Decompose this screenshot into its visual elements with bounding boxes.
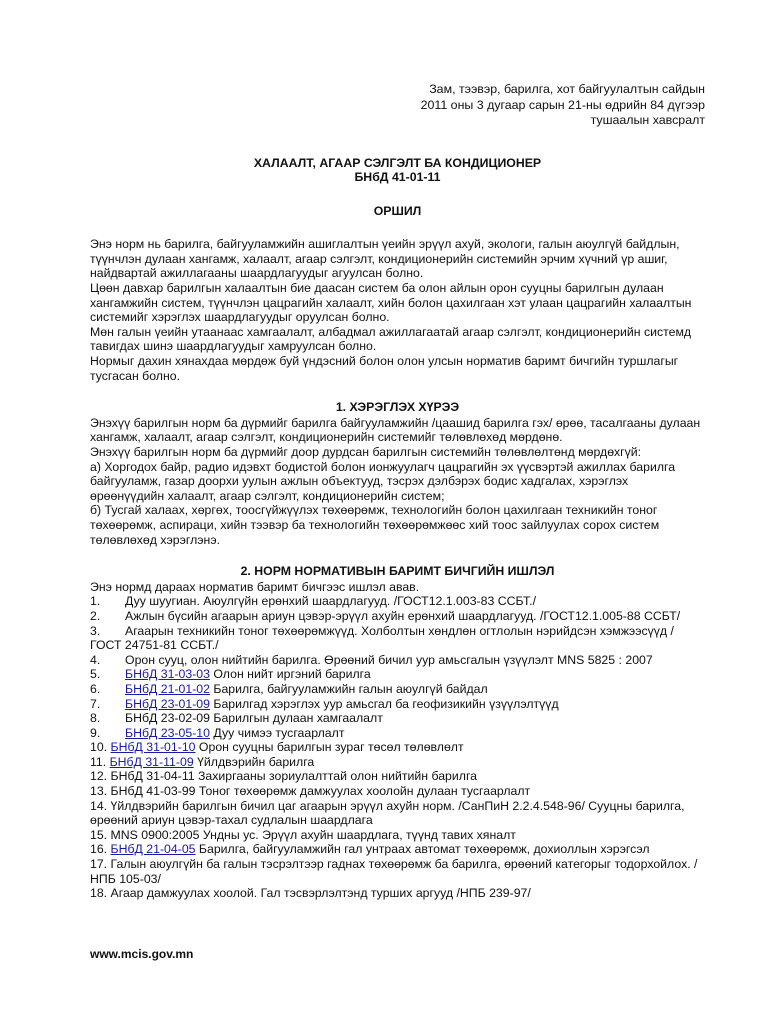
reference-number: 10. — [90, 740, 108, 755]
reference-text: Дуу чимээ тусгаарлалт — [209, 725, 345, 740]
reference-link[interactable]: БНбД 31-01-10 — [110, 740, 196, 755]
section1-body — [90, 416, 705, 547]
section1-paragraph: Энэхүү барилгын норм ба дүрмийг барилга байгууламжийн /цаашид барилга гэх/ өрөө, тасалгааны дулаан хангамж, халаалт, агаар сэлгэлт, кондиционерийн системийг төлөвлөхөд мөрдөнө. — [90, 415, 701, 445]
reference-text: Агаар дамжуулах хоолой. Гал тэсвэрлэлтэнд турших аргууд /НПБ 239-97/ — [110, 886, 531, 901]
reference-item — [90, 740, 705, 755]
reference-text: БНбД 31-04-11 Захиргааны зориулалттай олон нийтийн барилга — [110, 769, 477, 784]
reference-item — [90, 726, 705, 741]
reference-number: 17. — [90, 857, 108, 872]
reference-number: 11. — [90, 754, 107, 769]
intro-paragraph: Цөөн давхар барилгын халаалтын бие даасан систем ба олон айлын орон сууцны барилгын дулаан хангамжийн систем, түүнчлэн цацрагийн халаалт, хийн болон цахилгаан хэт улаан цацрагийн халаалтын системийг хэрэглэх шаардлагуудыг оруулсан болно. — [90, 281, 692, 325]
reference-number: 8. — [90, 711, 101, 726]
intro-heading: ОРШИЛ — [373, 203, 422, 218]
reference-item — [90, 711, 705, 726]
approval-block — [90, 82, 705, 129]
reference-text: Барилгад хэрэглэх уур амьсгал ба геофизикийн үзүүлэлтүүд — [209, 696, 559, 711]
reference-text: Олон нийт иргэний барилга — [209, 667, 371, 682]
approval-line: 2011 оны 3 дугаар сарын 21-ны өдрийн 84 дүгээр — [420, 97, 705, 112]
reference-number: 15. — [90, 827, 108, 842]
section1-paragraph: а) Хоргодох байр, радио идэвхт бодистой болон ионжуулагч цацрагийн эх үүсвэртэй ажиллах барилга байгууламж, газар доорхи уулын ажлын объектууд, тэсрэх дэлбэрэх бодис хадгалах, хэрэглэх өрөөнүүдийн халаалт, агаар сэлгэлт, кондиционерийн систем; — [90, 459, 676, 503]
reference-item — [90, 624, 705, 653]
section2-lead: Энэ нормд дараах норматив баримт бичгээс ишлэл авав. — [90, 579, 420, 594]
reference-text: Ажлын бүсийн агаарын ариун цэвэр-эрүүл ахуйн ерөнхий шаардлагууд. /ГОСТ12.1.005-88 ССБТ/ — [125, 608, 681, 623]
reference-link[interactable]: БНбД 21-01-02 — [125, 681, 210, 696]
reference-text: БНбД 41-03-99 Тоног төхөөрөмж дамжуулах хоолойн дулаан тусгаарлалт — [110, 784, 531, 799]
reference-number: 2. — [90, 608, 101, 623]
footer-website: www.mcis.gov.mn — [90, 947, 194, 961]
reference-text: Дуу шуугиан. Аюулгүйн ерөнхий шаардлагууд. /ГОСТ12.1.003-83 ССБТ./ — [125, 594, 537, 609]
reference-number: 13. — [90, 784, 108, 799]
reference-number: 5. — [90, 667, 101, 682]
reference-item — [90, 594, 705, 609]
reference-link[interactable]: БНбД 23-05-10 — [125, 725, 210, 740]
section1-paragraph: б) Тусгай халаах, хөргөх, тоосгүйжүүлэх төхөөрөмж, технологийн болон цахилгаан техникийн тоног төхөөрөмж, аспираци, хийн тээвэр ба технологийн төхөөрөмжөөс хий тоос зайлуулах сорох систем төлөвлөхөд хэрэглэнэ. — [90, 503, 660, 547]
reference-item — [90, 799, 705, 828]
document-code: БНбД 41-01-11 — [354, 170, 441, 185]
reference-list — [90, 594, 705, 900]
reference-link[interactable]: БНбД 23-01-09 — [125, 696, 210, 711]
reference-number: 9. — [90, 725, 101, 740]
reference-item — [90, 886, 705, 901]
reference-text: Орон сууц, олон нийтийн барилга. Өрөөний бичил уур амьсгалын үзүүлэлт MNS 5825 : 2007 — [125, 652, 653, 667]
reference-number: 12. — [90, 769, 108, 784]
reference-number: 4. — [90, 652, 101, 667]
reference-text: Барилга, байгууламжийн гал унтраах автомат төхөөрөмж, дохиоллын хэрэгсэл — [195, 842, 650, 857]
reference-text: Орон сууцны барилгын зураг төсөл төлөвлөлт — [195, 740, 464, 755]
section1-paragraph: Энэхүү барилгын норм ба дүрмийг доор дурдсан барилгын системийн төлөвлөлтөнд мөрдөхгүй: — [90, 445, 642, 459]
document-title: ХАЛААЛТ, АГААР СЭЛГЭЛТ БА КОНДИЦИОНЕР — [253, 155, 542, 170]
reference-text: Галын аюулгүйн ба галын тэсрэлтээр гаднах төхөөрөмж ба барилга, өрөөний категорыг тодорхойлох. /НПБ 105-03/ — [90, 857, 698, 886]
reference-text: Үйлдвэрийн барилгын бичил цаг агаарын эрүүл ахуйн норм. /СанПиН 2.2.4.548-96/ Сууцны барилга, өрөөний ариун цэвэр-тахал судлалын шаардлага — [90, 798, 685, 828]
section1-heading: 1. ХЭРЭГЛЭХ ХҮРЭЭ — [335, 400, 460, 415]
approval-line: тушаалын хавсралт — [590, 113, 705, 127]
reference-text: Үйлдвэрийн барилга — [193, 754, 315, 769]
document-page — [90, 82, 705, 901]
reference-item — [90, 828, 705, 843]
reference-item — [90, 755, 705, 770]
intro-paragraph: Нормыг дахин хянахдаа мөрдөж буй үндэсний болон олон улсын норматив баримт бичгийн туршлагыг тусгасан болно. — [90, 354, 679, 383]
reference-item — [90, 653, 705, 668]
intro-section — [90, 237, 705, 383]
intro-paragraph: Энэ норм нь барилга, байгууламжийн ашиглалтын үеийн эрүүл ахуй, экологи, галын аюулгүй байдлын, түүнчлэн дулаан хангамж, халаалт, агаар сэлгэлт, кондиционерийн системийн эрчим хүчний үр ашиг, найдвартай ажиллагааны шаардлагуудыг агуулсан болно. — [90, 237, 680, 281]
reference-item — [90, 682, 705, 697]
reference-number: 3. — [90, 623, 101, 638]
reference-item — [90, 784, 705, 799]
reference-text: MNS 0900:2005 Ундны ус. Эрүүл ахуйн шаардлага, түүнд тавих хяналт — [110, 827, 516, 842]
reference-number: 16. — [90, 842, 108, 857]
reference-link[interactable]: БНбД 31-03-03 — [125, 667, 210, 682]
reference-link[interactable]: БНбД 31-11-09 — [109, 754, 194, 769]
intro-paragraph: Мөн галын үеийн утаанаас хамгаалалт, албадмал ажиллагаатай агаар сэлгэлт, кондиционерийн системд тавигдах шинэ шаардлагуудыг хамруулсан болно. — [90, 324, 692, 354]
reference-item — [90, 842, 705, 857]
reference-item — [90, 697, 705, 712]
reference-item — [90, 769, 705, 784]
section2-heading: 2. НОРМ НОРМАТИВЫН БАРИМТ БИЧГИЙН ИШЛЭЛ — [240, 564, 555, 579]
reference-item — [90, 609, 705, 624]
reference-text: БНбД 23-02-09 Барилгын дулаан хамгаалалт — [125, 711, 383, 726]
reference-number: 1. — [90, 594, 101, 609]
reference-text: Барилга, байгууламжийн галын аюулгүй байдал — [209, 681, 488, 696]
reference-link[interactable]: БНбД 21-04-05 — [110, 842, 196, 857]
reference-number: 18. — [90, 886, 108, 901]
reference-number: 14. — [90, 798, 108, 813]
reference-item — [90, 857, 705, 886]
approval-line: Зам, тээвэр, барилга, хот байгуулалтын сайдын — [429, 82, 705, 96]
reference-text: Агаарын техникийн тоног төхөөрөмжүүд. Холболтын хөндлөн огтлолын нэрийдсэн хэмжээсүүд /ГОСТ 24751-81 ССБТ./ — [90, 623, 674, 653]
reference-number: 6. — [90, 681, 101, 696]
reference-number: 7. — [90, 696, 101, 711]
reference-item — [90, 667, 705, 682]
